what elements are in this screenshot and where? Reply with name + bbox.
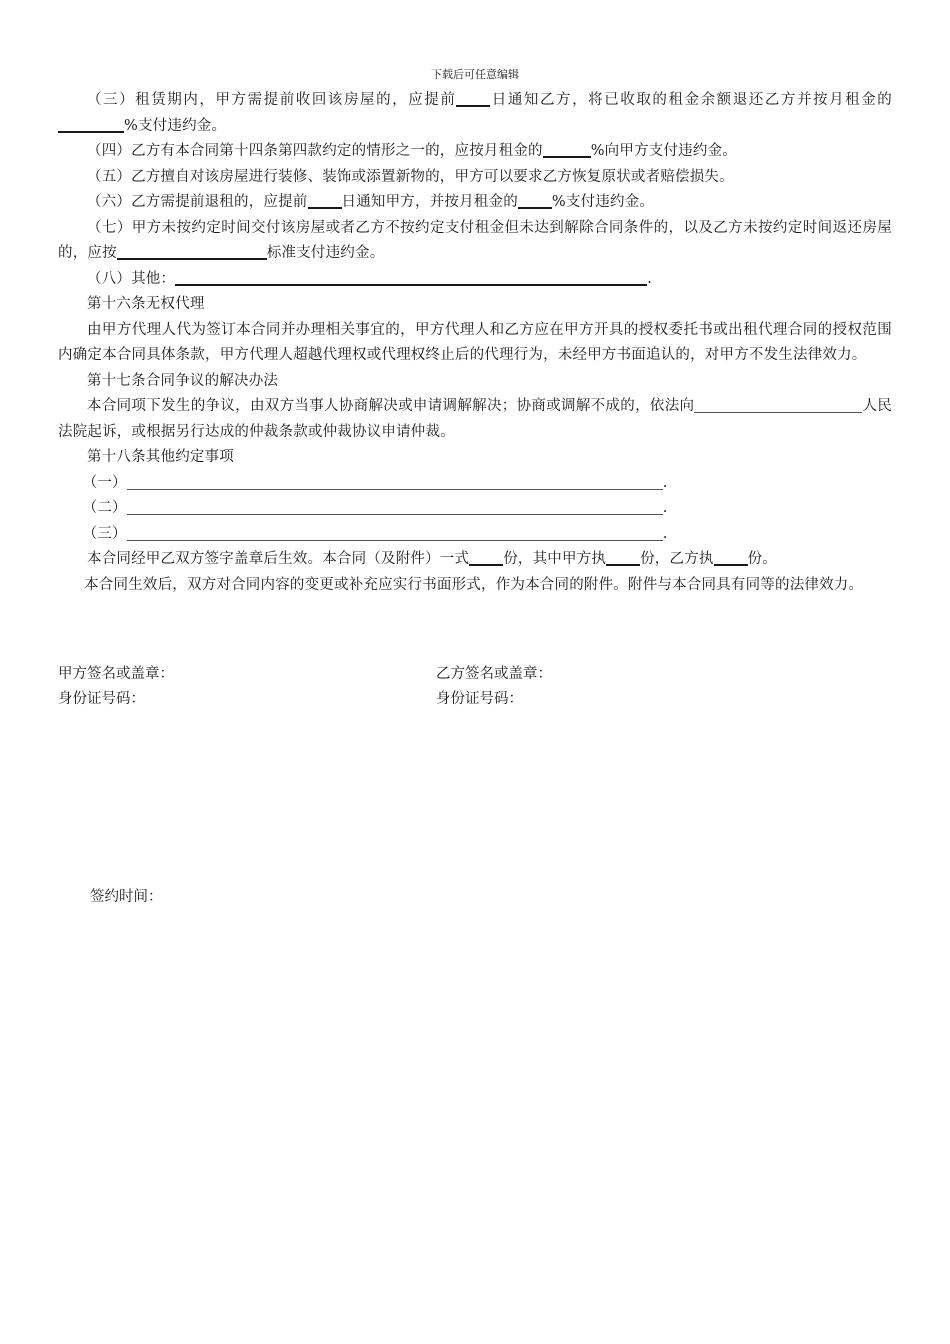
article-16-title: 第十六条无权代理 — [87, 296, 205, 312]
effect-text-b: 份，其中甲方执 — [503, 551, 607, 567]
blank-item — [127, 474, 663, 490]
signature-row — [58, 662, 892, 687]
effect-text-c: 份，乙方执 — [640, 551, 714, 567]
item-end: . — [662, 525, 668, 542]
clause-8 — [58, 267, 892, 293]
article-18-title: 第十八条其他约定事项 — [87, 449, 234, 465]
effect-paragraph-1 — [58, 547, 892, 573]
party-a-signature: 甲方签名或盖章： — [58, 666, 174, 682]
blank-other — [175, 269, 647, 286]
clause-6-text-c: %支付违约金。 — [551, 194, 655, 210]
item-end: . — [662, 500, 668, 516]
item-label: （三） — [82, 525, 127, 542]
article-18-item — [58, 496, 892, 522]
clause-4-text-a: （四）乙方有本合同第十四条第四款约定的情形之一的，应按月租金的 — [87, 143, 543, 159]
clause-7-text-a: （七）甲方未按约定时间交付该房屋或者乙方不按约定支付租金但未达到解除合同条件的，以及乙方未按约定时间返还房屋的，应按 — [58, 219, 892, 261]
item-label: （二） — [82, 500, 127, 516]
contract-body — [58, 88, 892, 598]
item-end: . — [662, 474, 668, 491]
article-16-body: 由甲方代理人代为签订本合同并办理相关事宜的，甲方代理人和乙方应在甲方开具的授权委托书或出租代理合同的授权范围内确定本合同具体条款，甲方代理人超越代理权或代理权终止后的代理行为，未经甲方书面追认的，对甲方不发生法律效力。 — [58, 321, 892, 363]
effect-text-d: 份。 — [747, 551, 778, 567]
clause-5: （五）乙方擅自对该房屋进行装修、装饰或添置新物的，甲方可以要求乙方恢复原状或者赔偿损失。 — [87, 168, 734, 185]
clause-7-text-b: 标准支付违约金。 — [266, 245, 385, 261]
clause-8-text-b: . — [647, 270, 653, 287]
effect-paragraph-2: 本合同生效后，双方对合同内容的变更或补充应实行书面形式，作为本合同的附件。附件与本合同具有同等的法律效力。 — [84, 576, 864, 593]
article-17-body — [58, 394, 892, 445]
party-b-id: 身份证号码： — [436, 691, 523, 707]
blank-item — [127, 500, 663, 516]
signing-time: 签约时间： — [90, 889, 163, 905]
blank-percent — [518, 193, 552, 210]
clause-3 — [58, 88, 892, 139]
article-18-item — [58, 471, 892, 497]
clause-6-text-b: 日通知甲方，并按月租金的 — [341, 194, 518, 210]
blank-days — [456, 91, 490, 108]
effect-text-a: 本合同经甲乙双方签字盖章后生效。本合同（及附件）一式 — [87, 551, 470, 567]
party-b-signature: 乙方签名或盖章： — [436, 666, 552, 682]
clause-3-text-b: 日通知乙方，将已收取的租金余额退还乙方并按月租金的 — [490, 92, 892, 108]
signature-block — [58, 662, 892, 712]
blank-copies-a — [606, 550, 640, 567]
article-18-item — [58, 522, 892, 548]
id-row — [58, 687, 892, 712]
clause-6-text-a: （六）乙方需提前退租的，应提前 — [87, 194, 308, 210]
blank-copies-b — [714, 550, 748, 567]
item-label: （一） — [82, 474, 127, 491]
blank-standard — [117, 244, 267, 261]
clause-3-text-a: （三）租赁期内，甲方需提前收回该房屋的，应提前 — [87, 92, 457, 108]
blank-court-2 — [794, 398, 862, 414]
clause-3-text-c: %支付违约金。 — [124, 117, 227, 134]
article-17-text-b: 人民法院起诉，或根据另行达成的仲裁条款或仲裁协议申请仲裁。 — [58, 398, 892, 440]
clause-8-text-a: （八）其他： — [87, 270, 176, 287]
blank-percent — [543, 142, 591, 159]
clause-4-text-b: %向甲方支付违约金。 — [590, 143, 737, 159]
blank-days — [308, 193, 342, 210]
blank-copies-total — [469, 550, 503, 567]
blank-court-1 — [694, 398, 794, 414]
blank-percent — [58, 116, 124, 133]
blank-item — [127, 525, 663, 541]
article-17-text-a: 本合同项下发生的争议，由双方当事人协商解决或申请调解解决；协商或调解不成的，依法向 — [87, 398, 695, 414]
clause-6 — [58, 190, 892, 216]
clause-4 — [58, 139, 892, 165]
party-a-id: 身份证号码： — [58, 691, 145, 707]
page-header: 下载后可任意编辑 — [431, 68, 519, 81]
clause-7 — [58, 216, 892, 267]
article-17-title: 第十七条合同争议的解决办法 — [87, 372, 279, 389]
